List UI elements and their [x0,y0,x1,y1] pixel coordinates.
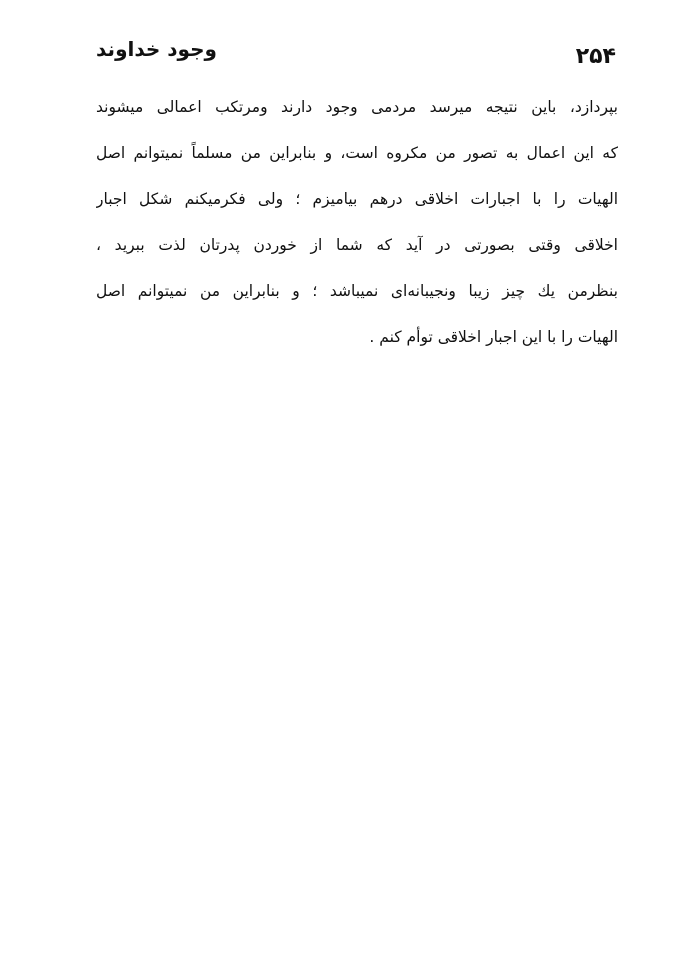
body-paragraph [96,84,618,360]
page-number: ۲۵۴ [575,44,616,69]
page-header [96,36,616,76]
text-line: بنظرمن یك چیز زیبا ونجیبانه‌ای نمیباشد ؛ و بنابراین من نمیتوانم اصل [96,282,618,300]
text-line: اخلاقی وقتی بصورتی در آید که شما از خوردن پدرتان لذت ببرید ، [96,236,618,254]
text-line: بپردازد، باین نتیجه میرسد مردمی وجود دارند ومرتکب اعمالی میشوند [96,98,618,116]
running-title: وجود خداوند [96,37,217,61]
text-line-last: الهیات را با این اجبار اخلاقی توأم کنم . [369,328,618,346]
text-line: که این اعمال به تصور من مکروه است، و بنابراین من مسلماً نمیتوانم اصل [96,144,618,162]
text-line: الهیات را با اجبارات اخلاقی درهم بیامیزم ؛ ولی فکرمیکنم شکل اجبار [96,190,618,208]
